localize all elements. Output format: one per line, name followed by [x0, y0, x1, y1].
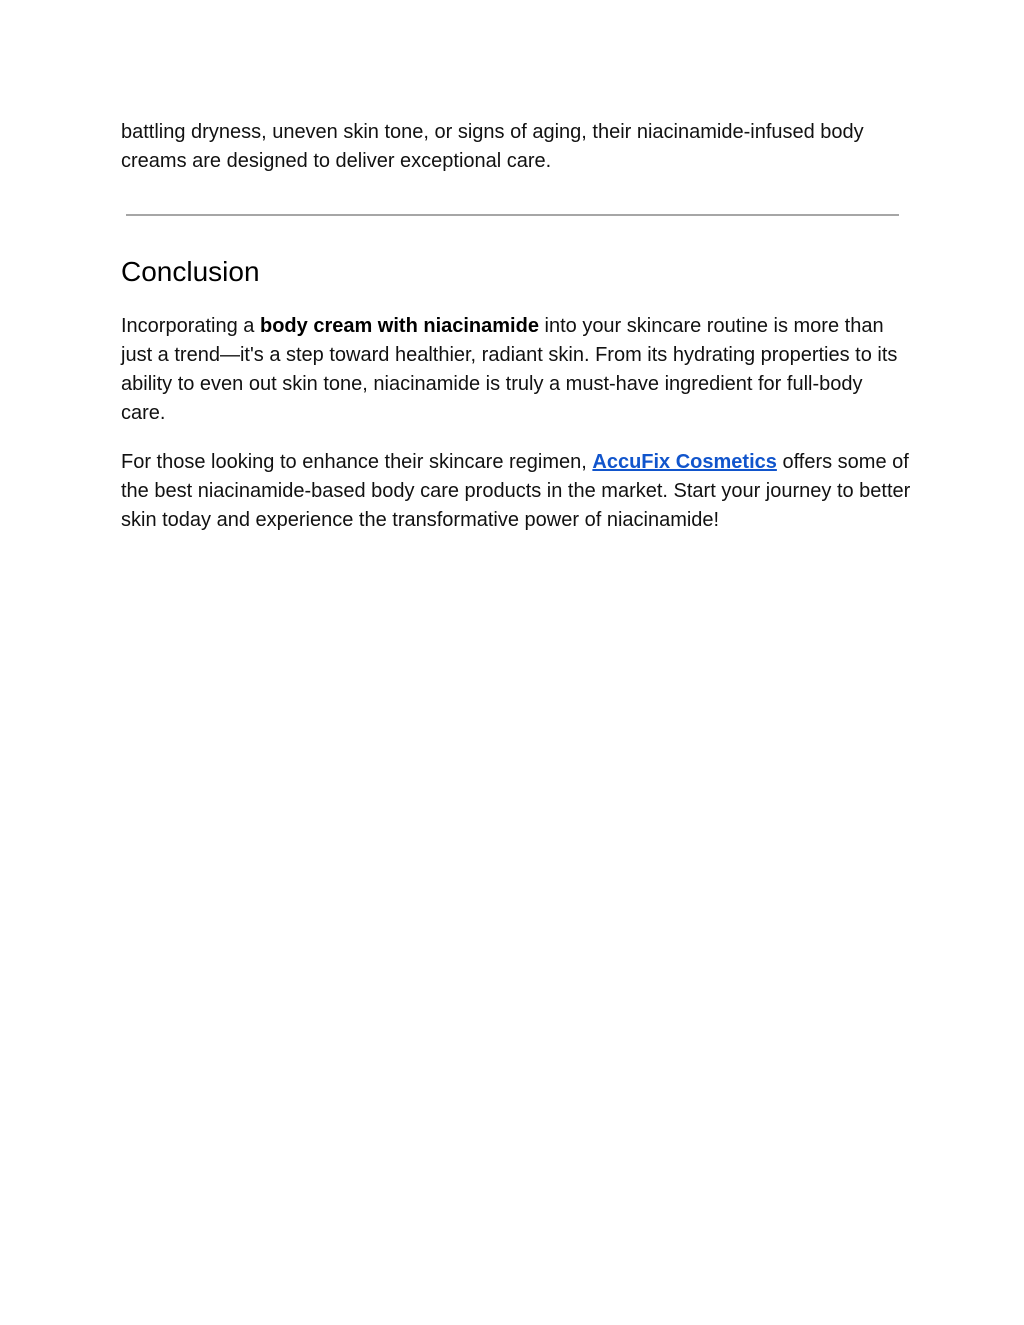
conclusion-p2-text-before: For those looking to enhance their skincare regimen,	[121, 451, 593, 473]
conclusion-p1-text-before: Incorporating a	[121, 315, 260, 337]
section-heading: Conclusion	[121, 256, 260, 287]
intro-paragraph: battling dryness, uneven skin tone, or signs of aging, their niacinamide-infused body creams are designed to deliver exceptional care.	[121, 121, 864, 172]
horizontal-divider	[126, 214, 899, 216]
conclusion-paragraph-1	[121, 312, 911, 428]
conclusion-p1-bold-phrase: body cream with niacinamide	[259, 315, 539, 337]
conclusion-paragraph-2	[121, 448, 911, 535]
conclusion-p1-text-after: into your skincare routine is more than just a trend—it's a step toward healthier, radiant skin. From its hydrating properties to its ability to even out skin tone, niacinamide is truly a must-have ingredient for full-body care.	[121, 315, 898, 424]
document-content	[121, 118, 911, 535]
accufix-cosmetics-link[interactable]: AccuFix Cosmetics	[592, 451, 777, 473]
conclusion-p2-text-after: offers some of the best niacinamide-based body care products in the market. Start your journey to better skin today and experience the transformative power of niacinamide!	[121, 451, 911, 531]
